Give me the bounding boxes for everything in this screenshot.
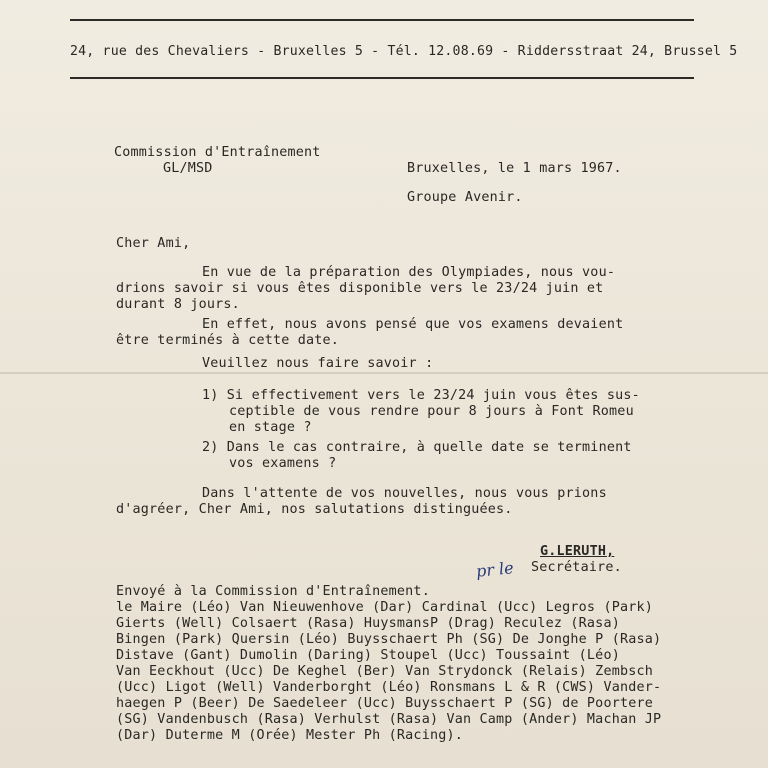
group-line: Groupe Avenir. (407, 190, 523, 205)
top-rule (70, 19, 694, 21)
paragraph-1-line-2: drions savoir si vous êtes disponible vers le 23/24 juin et (116, 281, 604, 296)
paragraph-2-line-2: être terminés à cette date. (116, 333, 340, 348)
paragraph-3: Veuillez nous faire savoir : (202, 356, 434, 371)
paper-fold (0, 372, 768, 374)
distribution-line: Gierts (Well) Colsaert (Rasa) HuysmansP (Drag) Reculez (Rasa) (116, 616, 620, 631)
sender-department: Commission d'Entraînement (114, 145, 321, 160)
distribution-line: Van Eeckhout (Ucc) De Keghel (Ber) Van Strydonck (Relais) Zembsch (116, 664, 654, 679)
distribution-line: le Maire (Léo) Van Nieuwenhove (Dar) Cardinal (Ucc) Legros (Park) (116, 600, 654, 615)
sender-reference: GL/MSD (163, 161, 213, 176)
date-line: Bruxelles, le 1 mars 1967. (407, 161, 622, 176)
question-2-line-1: 2) Dans le cas contraire, à quelle date se terminent (202, 440, 632, 455)
header-rule (70, 77, 694, 79)
signatory-name: G.LERUTH, (540, 544, 615, 559)
signatory-title: Secrétaire. (531, 560, 622, 575)
question-2-line-2: vos examens ? (229, 456, 337, 471)
paragraph-2-line-1: En effet, nous avons pensé que vos examens devaient (202, 317, 624, 332)
paragraph-1-line-3: durant 8 jours. (116, 297, 240, 312)
closing-line-1: Dans l'attente de vos nouvelles, nous vous prions (202, 486, 607, 501)
question-1-line-3: en stage ? (229, 420, 312, 435)
distribution-line: Bingen (Park) Quersin (Léo) Buysschaert Ph (SG) De Jonghe P (Rasa) (116, 632, 662, 647)
salutation: Cher Ami, (116, 236, 191, 251)
distribution-line: Distave (Gant) Dumolin (Daring) Stoupel (Ucc) Toussaint (Léo) (116, 648, 620, 663)
distribution-header: Envoyé à la Commission d'Entraînement. (116, 584, 430, 599)
question-1-line-2: ceptible de vous rendre pour 8 jours à Font Romeu (229, 404, 634, 419)
handwritten-signature: pr le (475, 558, 515, 581)
distribution-line: haegen P (Beer) De Saedeleer (Ucc) Buysschaert P (SG) de Poortere (116, 696, 654, 711)
distribution-line: (Dar) Duterme M (Orée) Mester Ph (Racing). (116, 728, 463, 743)
distribution-line: (Ucc) Ligot (Well) Vanderborght (Léo) Ronsmans L & R (CWS) Vander- (116, 680, 662, 695)
distribution-line: (SG) Vandenbusch (Rasa) Verhulst (Rasa) Van Camp (Ander) Machan JP (116, 712, 662, 727)
question-1-line-1: 1) Si effectivement vers le 23/24 juin vous êtes sus- (202, 388, 640, 403)
letterhead-address: 24, rue des Chevaliers - Bruxelles 5 - Tél. 12.08.69 - Riddersstraat 24, Brussel 5 (70, 44, 738, 59)
closing-line-2: d'agréer, Cher Ami, nos salutations distinguées. (116, 502, 513, 517)
paragraph-1-line-1: En vue de la préparation des Olympiades, nous vou- (202, 265, 616, 280)
